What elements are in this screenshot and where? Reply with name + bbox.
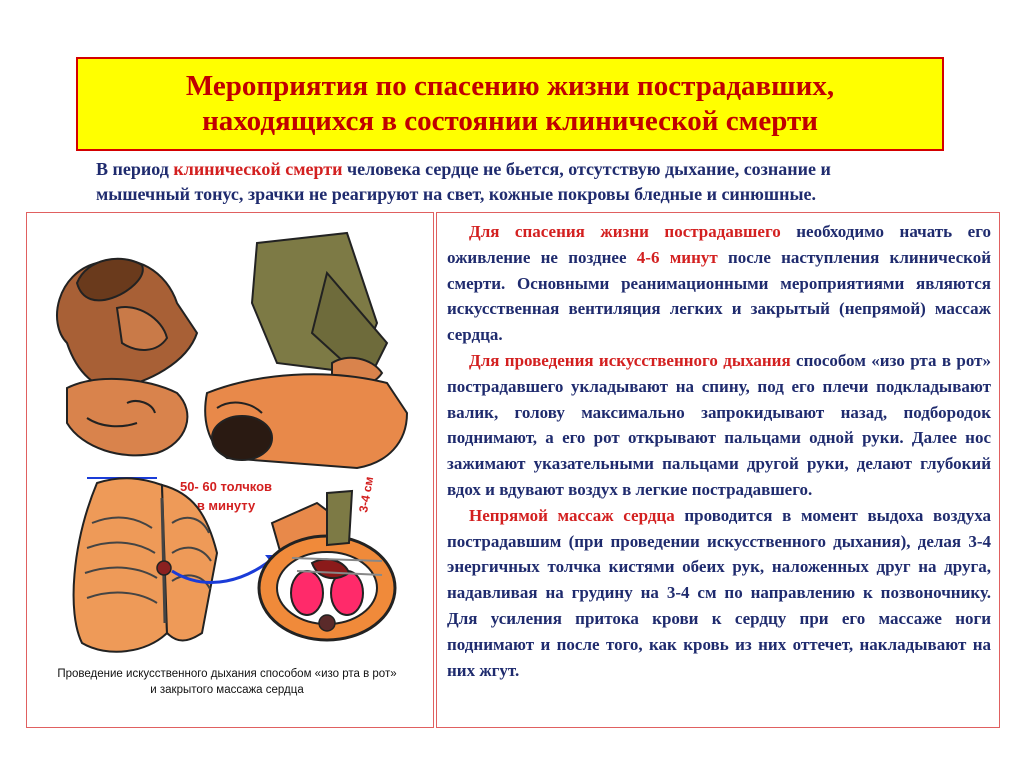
title-line-1: Мероприятия по спасению жизни пострадавших,	[185, 70, 835, 102]
p1-text-2: после наступления клинической смерти. Основными реанимационными мероприятиями являются искусственная вентиляция легких и закрытый (непрямой) массаж сердца.	[447, 247, 991, 345]
p2-highlight-1: Для проведения искусственного дыхания	[469, 350, 791, 370]
rescuer-compression-figure	[252, 233, 387, 387]
lead-highlight: клинической смерти	[173, 159, 343, 179]
victim-lying-figure	[205, 374, 407, 468]
compressing-arm	[327, 491, 352, 545]
p1-highlight-1: Для спасения жизни пострадавшего	[469, 222, 781, 241]
title-box	[76, 57, 944, 151]
title-line-2: находящихся в состоянии клинической смерти	[202, 105, 818, 137]
lead-paragraph	[96, 157, 956, 207]
p2-text-1: способом «изо рта в рот» пострадавшего укладывают на спину, под его плечи подкладывают валик, голову максимально запрокидывают назад, подбородок поднимают, а его рот открывают пальцами одной руки. Далее нос зажимают указательными пальцами другой руки, делают глубокий вдох и вдувают воздух в легкие пострадавшего.	[447, 350, 991, 499]
paragraph-3	[447, 503, 991, 684]
lead-text-3: мышечный тонус, зрачки не реагируют на свет, кожные покровы бледные и синюшные.	[96, 184, 817, 204]
p1-text-1: необходимо начать его оживление не позднее	[447, 222, 991, 267]
illustration-caption-line-1: Проведение искусственного дыхания способом «изо рта в рот»	[57, 668, 397, 680]
lead-text-1: В период	[96, 159, 174, 179]
cpr-illustration	[27, 213, 433, 727]
torso-ribcage-figure	[74, 478, 217, 651]
lead-text-2: человека сердце не бьется, отсутствую дыхание, сознание и	[342, 159, 831, 179]
rate-label-line-1: 50- 60 толчков	[179, 479, 273, 494]
paragraph-2	[447, 348, 991, 503]
body-text	[447, 219, 991, 683]
p3-highlight-1: Непрямой массаж сердца	[469, 505, 675, 525]
paragraph-1	[447, 219, 991, 348]
depth-label: 3-4 см	[356, 475, 377, 514]
p3-text-1: проводится в момент выдоха воздуха пострадавшим (при проведении искусственного дыхания), делая 3-4 энергичных толчка кистями обеих рук, наложенных друг на друга, надавливая на грудину на 3-4 см по направлению к позвоночнику. Для усиления притока крови к сердцу при его массаже ноги поднимают и после того, как кровь из них оттечет, накладывают на них жгут.	[447, 505, 991, 680]
rate-label-line-2: в минуту	[196, 498, 256, 513]
p1-highlight-2: 4-6 минут	[636, 247, 718, 267]
victim-face-figure	[67, 379, 187, 455]
illustration-panel	[26, 212, 434, 728]
rescuer-breathing-figure	[57, 259, 197, 389]
illustration-caption-line-2: и закрытого массажа сердца	[150, 684, 304, 696]
